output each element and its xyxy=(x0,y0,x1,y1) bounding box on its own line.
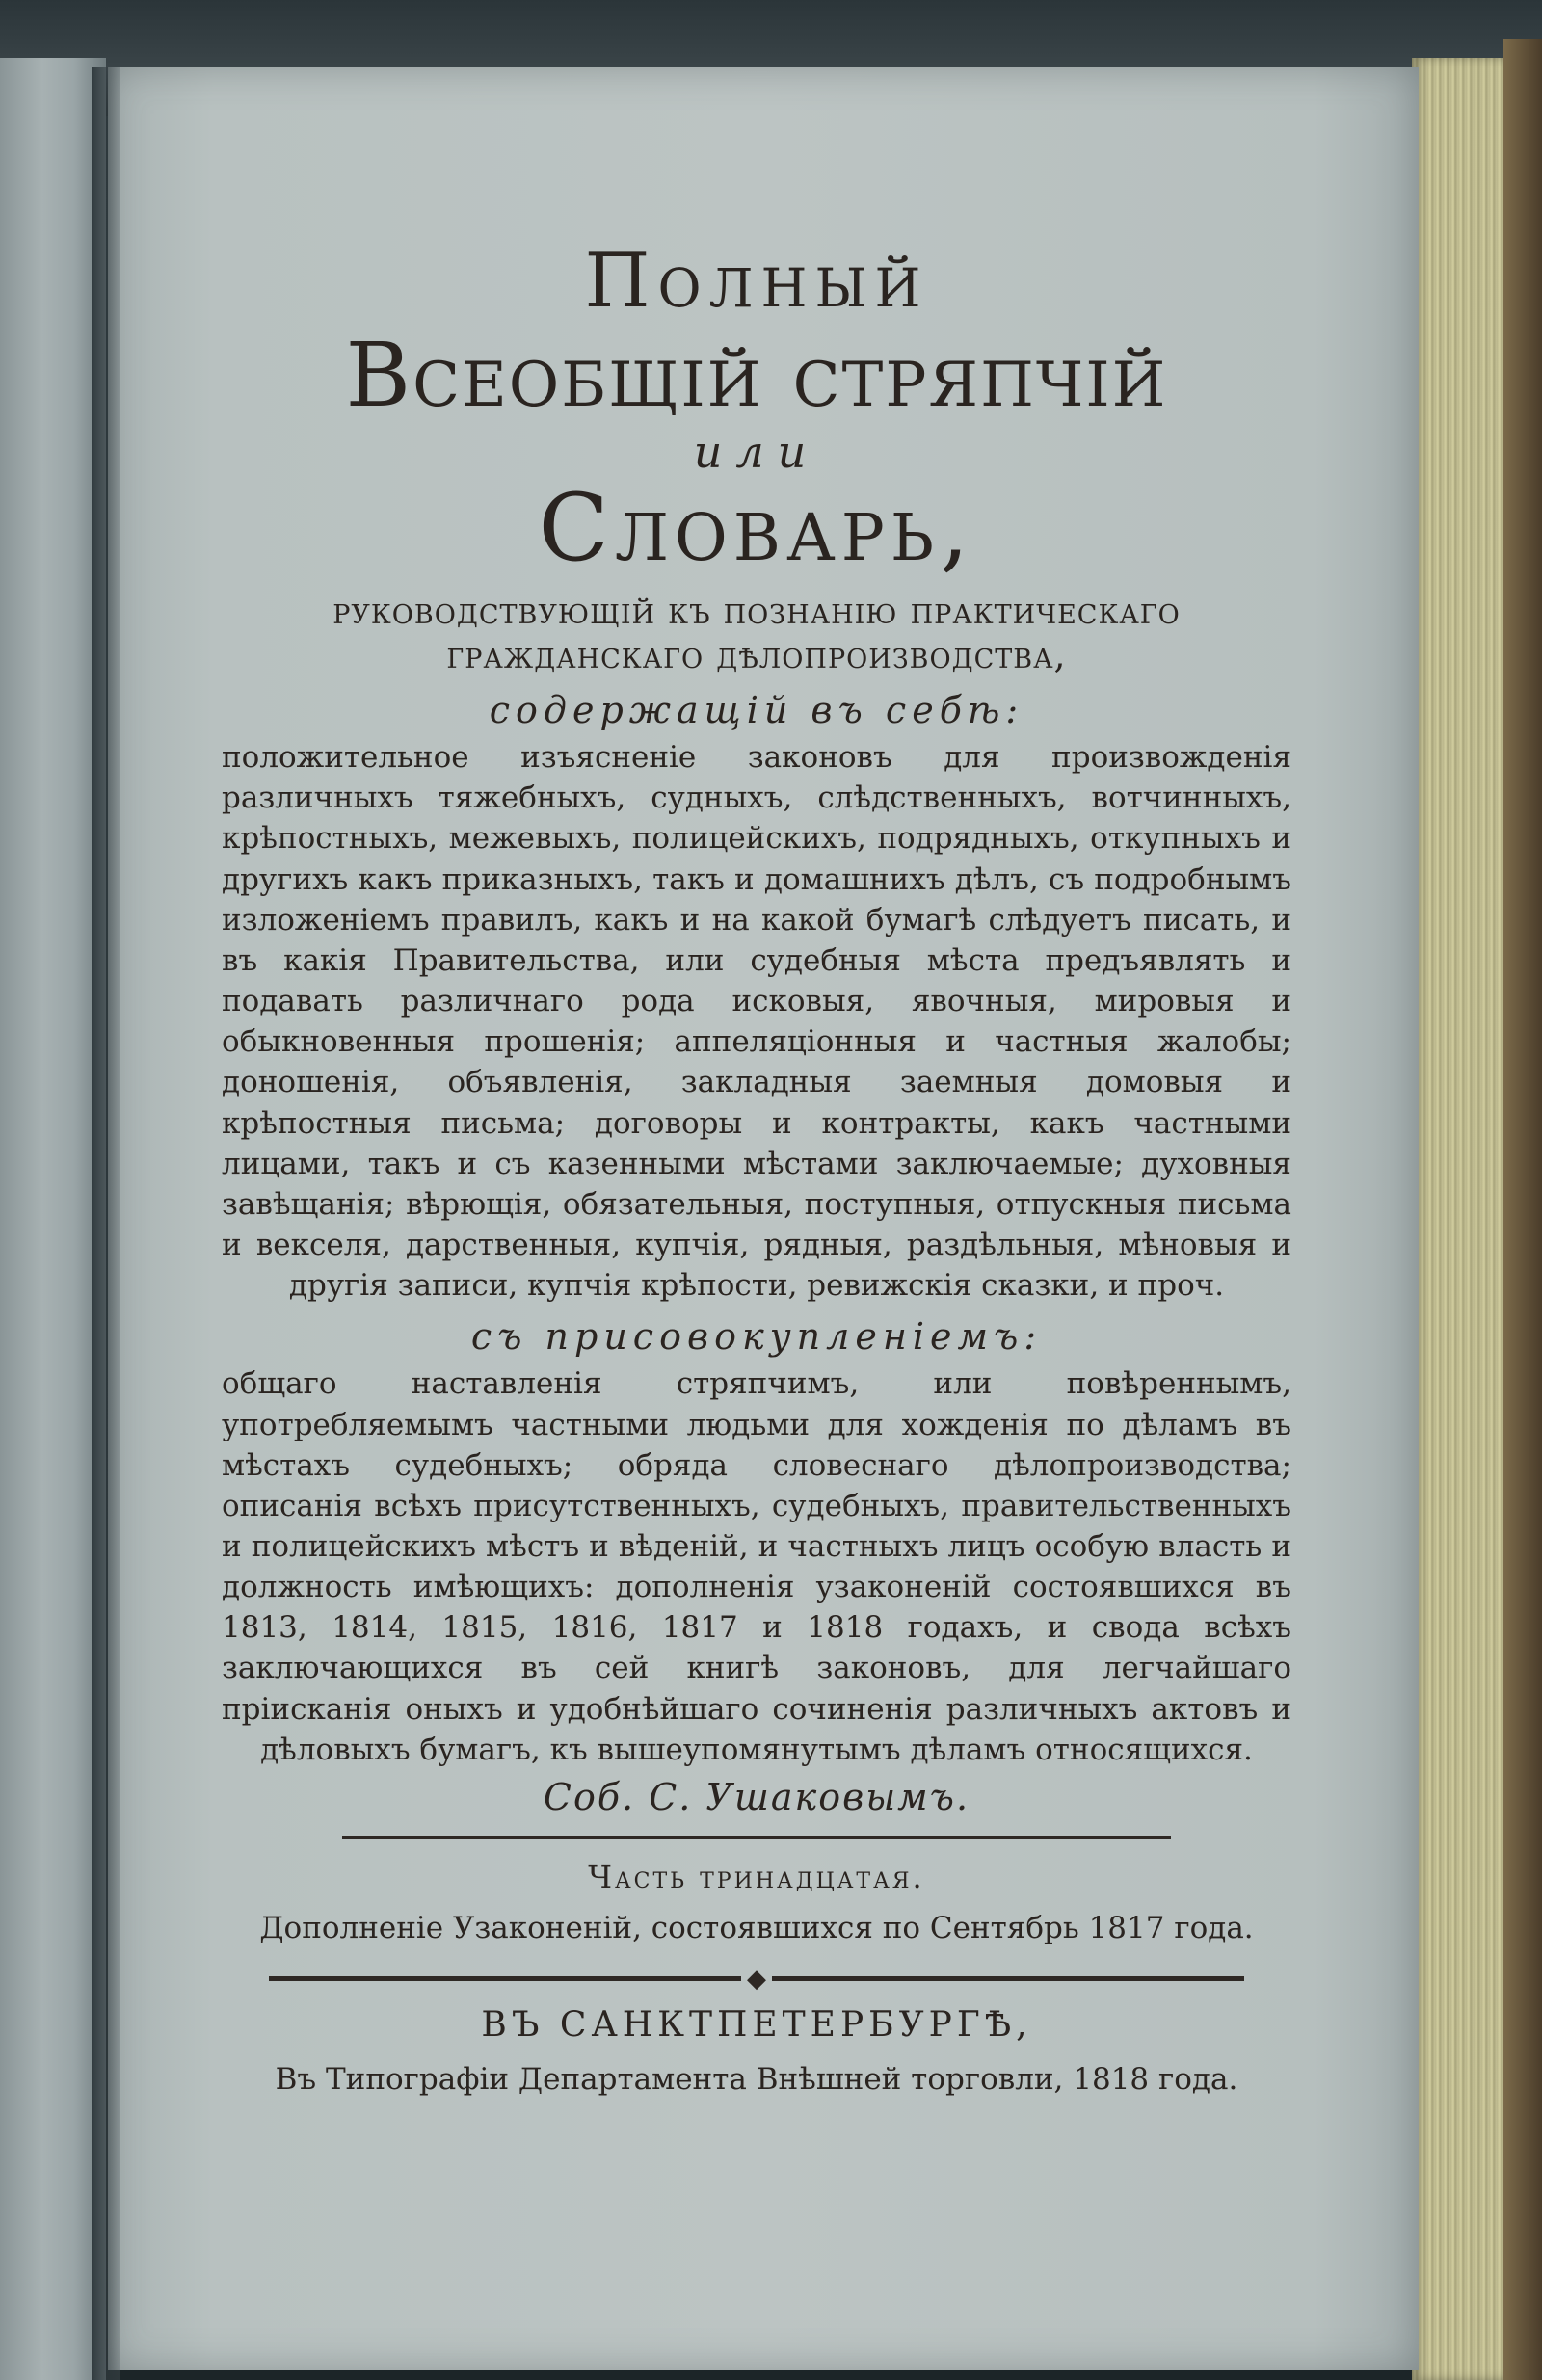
subtitle: руководствующій къ познанію практическаго гражданскаго дѣлопроизводства, xyxy=(332,589,1181,676)
imprint-place: ВЪ САНКТПЕТЕРБУРГѢ, xyxy=(481,2004,1032,2045)
book-cover-edge xyxy=(1503,39,1542,2380)
addition-text: общаго наставленія стряпчимъ, или повѣреннымъ, употребляемымъ частными людьми для хожденія по дѣламъ въ мѣстахъ судебныхъ; обряда словеснаго дѣлопроизводства; описанія всѣхъ присутственныхъ, судебныхъ, правительственныхъ и полицейскихъ мѣстъ и вѣденій, и частныхъ лицъ особую власть и должность имѣющихъ: дополненія узаконеній состоявшихся въ 1813, 1814, 1815, 1816, 1817 и 1818 годахъ, и свода всѣхъ заключающихся въ сей книгѣ законовъ, для легчайшаго пріисканія оныхъ и удобнѣйшаго сочиненія различныхъ актовъ и дѣловыхъ бумагъ, къ вышеупомянутымъ дѣламъ относящихся. xyxy=(222,1366,1291,1767)
contains-heading: содержащій въ себѣ: xyxy=(489,689,1024,732)
title-or: или xyxy=(693,426,820,479)
left-page-edge xyxy=(0,58,106,2380)
part-subtitle: Дополненіе Узаконеній, состоявшихся по Сентябрь 1817 года. xyxy=(259,1910,1254,1945)
ornament-diamond-icon: ◆ xyxy=(747,1964,766,1994)
title-line-1: Полный xyxy=(584,238,929,325)
ornament-line-left xyxy=(269,1976,741,1981)
title-line-2: Всеобщій стряпчій xyxy=(345,323,1168,427)
author-line: Соб. С. Ушаковымъ. xyxy=(543,1775,970,1818)
ornament-line-right xyxy=(772,1976,1244,1981)
contents-text: положительное изъясненіе законовъ для произвожденія различныхъ тяжебныхъ, судныхъ, слѣдственныхъ, вотчинныхъ, крѣпостныхъ, межевыхъ, полицейскихъ, подрядныхъ, откупныхъ и другихъ какъ приказныхъ, такъ и домашнихъ дѣлъ, съ подробнымъ изложеніемъ правилъ, какъ и на какой бумагѣ слѣдуетъ писать, и въ какія Правительства, или судебныя мѣста предъявлять и подавать различнаго рода исковыя, явочныя, мировыя и обыкновенныя прошенія; аппеляціонныя и частныя жалобы; доношенія, объявленія, закладныя заемныя домовыя и крѣпостныя письма; договоры и контракты, какъ частными лицами, такъ и съ казенными мѣстами заключаемые; духовныя завѣщанія; вѣрющія, обязательныя, поступныя, отпускныя письма и векселя, дарственныя, купчія, рядныя, раздѣльныя, мѣновыя и другія записи, купчія крѣпости, ревижскія сказки, и проч. xyxy=(222,740,1291,1304)
imprint-printer: Въ Типографіи Департамента Внѣшней торговли, 1818 года. xyxy=(275,2061,1238,2097)
divider-rule xyxy=(342,1836,1171,1839)
title-page-content xyxy=(222,238,1291,2097)
part-number: Часть тринадцатая. xyxy=(588,1858,925,1895)
ornamental-rule xyxy=(222,1964,1291,1994)
addition-heading: съ присовокупленіемъ: xyxy=(470,1315,1043,1359)
page-gutter xyxy=(92,67,120,2380)
title-line-3: Словарь, xyxy=(538,474,975,583)
